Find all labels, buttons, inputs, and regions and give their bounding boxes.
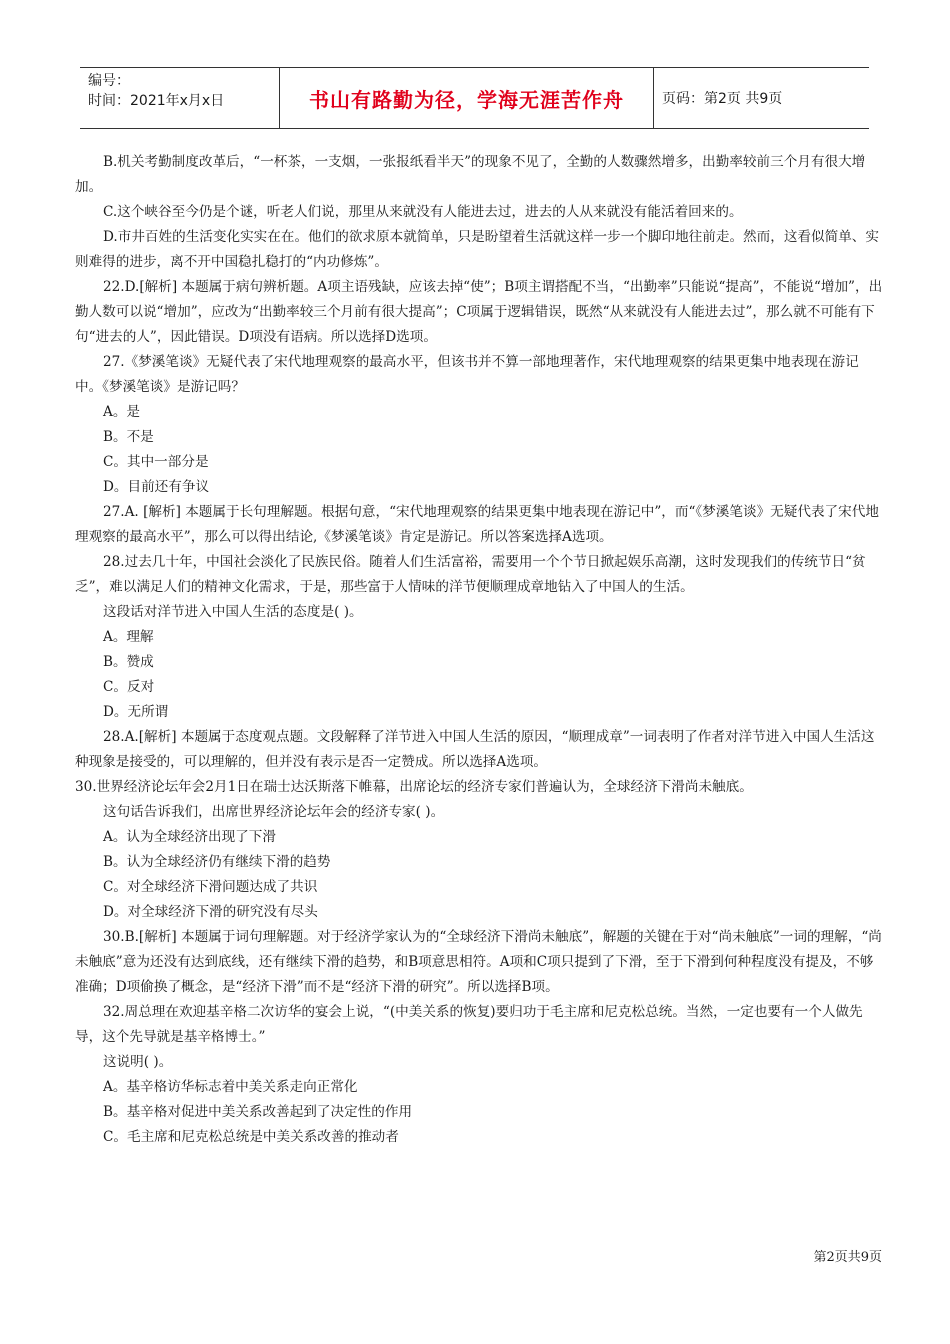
paragraph: 30.世界经济论坛年会2月1日在瑞士达沃斯落下帷幕，出席论坛的经济专家们普遍认为，全球经济下滑尚未触底。 (75, 779, 753, 795)
header-info-cell (80, 68, 280, 128)
document-number: 编号： (88, 73, 130, 89)
paragraph: D。对全球经济下滑的研究没有尽头 (103, 904, 318, 920)
paragraph: 28.过去几十年，中国社会淡化了民族民俗。随着人们生活富裕，需要用一个个节日掀起娱乐高潮，这时发现我们的传统节日“贫乏”，难以满足人们的精神文化需求，于是，那些富于人情味的洋节便顺理成章地钻入了中国人的生活。 (75, 554, 866, 595)
paragraph: B。不是 (103, 429, 154, 445)
paragraph: D。目前还有争议 (103, 479, 210, 495)
paragraph: C。反对 (103, 679, 155, 695)
paragraph: 30.B.[解析] 本题属于词句理解题。对于经济学家认为的“全球经济下滑尚未触底”，解题的关键在于对“尚未触底”一词的理解，“尚未触底”意为还没有达到底线，还有继续下滑的趋势，和B项意思相符。A项和C项只提到了下滑，至于下滑到何种程度没有提及，不够准确；D项偷换了概念，是“经济下滑”而不是“经济下滑的研究”。所以选择B项。 (75, 929, 882, 995)
paragraph: 32.周总理在欢迎基辛格二次访华的宴会上说，“(中美关系的恢复)要归功于毛主席和尼克松总统。当然，一定也要有一个人做先导，这个先导就是基辛格博士。” (75, 1004, 863, 1045)
footer-page-number: 第2页共9页 (813, 1250, 882, 1265)
paragraph: 这句话告诉我们，出席世界经济论坛年会的经济专家( )。 (103, 804, 445, 820)
paragraph: 这说明( )。 (103, 1054, 173, 1070)
header-page-number: 页码：第2页 共9页 (662, 91, 783, 107)
paragraph: D.市井百姓的生活变化实实在在。他们的欲求原本就简单，只是盼望着生活就这样一步一个脚印地往前走。然而，这看似简单、实则难得的进步，离不开中国稳扎稳打的“内功修炼”。 (75, 229, 879, 270)
header-motto: 书山有路勤为径，学海无涯苦作舟 (280, 68, 654, 128)
paragraph: 27.《梦溪笔谈》无疑代表了宋代地理观察的最高水平，但该书并不算一部地理著作，宋代地理观察的结果更集中地表现在游记中。《梦溪笔谈》是游记吗？ (75, 354, 859, 395)
page-header (80, 67, 869, 129)
paragraph: A。是 (103, 404, 141, 420)
paragraph: B。认为全球经济仍有继续下滑的趋势 (103, 854, 331, 870)
paragraph: C。对全球经济下滑问题达成了共识 (103, 879, 318, 895)
paragraph: 22.D.[解析] 本题属于病句辨析题。A项主语残缺，应该去掉“使”；B项主谓搭配不当，“出勤率”只能说“提高”，不能说“增加”，出勤人数可以说“增加”，应改为“出勤率较三个月前有很大提高”；C项属于逻辑错误，既然“从来就没有人能进去过”，那么就不可能有下句“进去的人”，因此错误。D项没有语病。所以选择D选项。 (75, 279, 883, 345)
document-date: 时间：2021年x月x日 (88, 93, 225, 109)
paragraph: A。基辛格访华标志着中美关系走向正常化 (103, 1079, 358, 1095)
paragraph: C。其中一部分是 (103, 454, 209, 470)
paragraph: C.这个峡谷至今仍是个谜，听老人们说，那里从来就没有人能进去过，进去的人从来就没有能活着回来的。 (103, 204, 743, 220)
paragraph: B。基辛格对促进中美关系改善起到了决定性的作用 (103, 1104, 413, 1120)
paragraph: 这段话对洋节进入中国人生活的态度是( )。 (103, 604, 363, 620)
paragraph: 27.A. [解析] 本题属于长句理解题。根据句意，“宋代地理观察的结果更集中地表现在游记中”，而“《梦溪笔谈》无疑代表了宋代地理观察的最高水平”，那么可以得出结论,《梦溪笔谈》肯定是游记。所以答案选择A选项。 (75, 504, 879, 545)
paragraph: D。无所谓 (103, 704, 169, 720)
paragraph: A。认为全球经济出现了下滑 (103, 829, 276, 845)
paragraph: B.机关考勤制度改革后，“一杯茶，一支烟，一张报纸看半天”的现象不见了，全勤的人数骤然增多，出勤率较前三个月有很大增加。 (75, 154, 866, 195)
document-body (75, 150, 885, 1150)
paragraph: 28.A.[解析] 本题属于态度观点题。文段解释了洋节进入中国人生活的原因，“顺理成章”一词表明了作者对洋节进入中国人生活这种现象是接受的，可以理解的，但并没有表示是否一定赞成。所以选择A选项。 (75, 729, 875, 770)
paragraph: A。理解 (103, 629, 154, 645)
paragraph: C。毛主席和尼克松总统是中美关系改善的推动者 (103, 1129, 399, 1145)
paragraph: B。赞成 (103, 654, 154, 670)
